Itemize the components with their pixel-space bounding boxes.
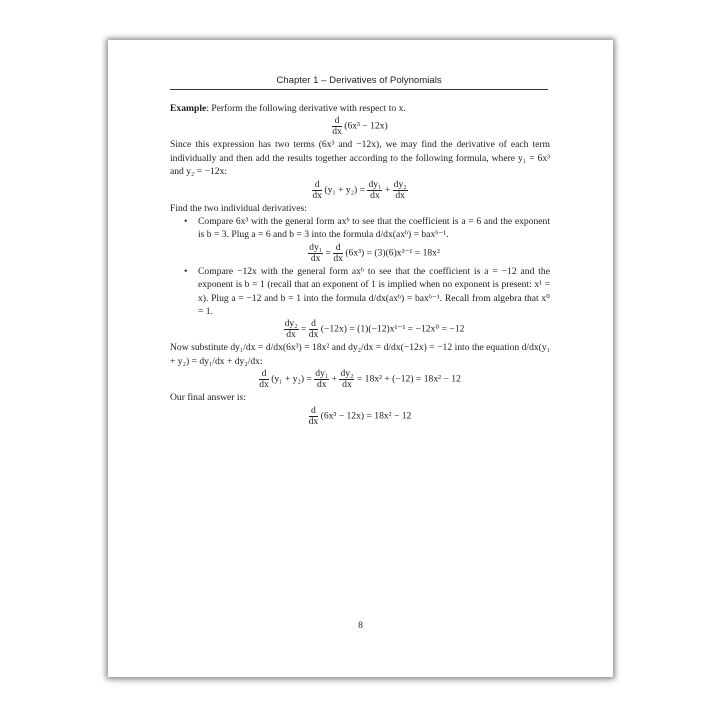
bullet-item-1: • Compare 6x³ with the general form axᵇ to see that the coefficient is a = 6 and the exponent is b = 3. Plug a = 6 and b = 3 into the formula d/dx(axᵇ) = baxᵇ⁻¹. $\frac{\text{dy₁}}{dx}$ = $\frac{d}{dx}$ (6x³) = (3)(6)x³⁻¹ = 18x² bbox=[198, 215, 550, 264]
equation-3: $\frac{\text{dy₁}}{dx}$ = $\frac{d}{dx}$ (6x³) = (3)(6)x³⁻¹ = 18x² bbox=[309, 241, 440, 264]
equation-2: $\frac{d}{dx}$ (y₁ + y₂) = $\frac{\text{dy₁}}{dx}$ + $\frac{\text{dy₂}}{dx}$ bbox=[312, 178, 407, 201]
dy1-dx-fraction: $\frac{\text{dy₁}}{dx}$ bbox=[368, 178, 382, 201]
page-number: 8 bbox=[358, 620, 363, 631]
d-dx-fraction: $\frac{d}{dx}$ bbox=[312, 178, 322, 201]
dy2-dx-fraction: $\frac{\text{dy₂}}{dx}$ bbox=[393, 178, 407, 201]
equation-4: $\frac{\text{dy₂}}{dx}$ = $\frac{d}{dx}$ (−12x) = (1)(−12)x¹⁻¹ = −12x⁰ = −12 bbox=[284, 318, 465, 341]
document-page bbox=[108, 40, 613, 677]
d-dx-fraction: $\frac{d}{dx}$ bbox=[332, 115, 342, 138]
example-intro bbox=[170, 102, 550, 115]
chapter-header: Chapter 1 – Derivatives of Polynomials bbox=[276, 75, 442, 86]
example-label: Example bbox=[170, 103, 207, 114]
bullet-item-2: • Compare −12x with the general form axᵇ to see that the coefficient is a = −12 and the exponent is b = 1 (recall that an exponent of 1 is implied when no exponent is present: x¹ = x). Plug a = −12 and b = 1 into the formula d/dx(axᵇ) = baxᵇ⁻¹. Recall from algebra that x⁰ = 1. $\frac{\text{dy₂}}{dx}$ = $\frac{d}{dx}$ (−12x) = (1)(−12)x¹⁻¹ = −12x⁰ = −12 bbox=[198, 265, 550, 341]
final-answer-label: Our final answer is: bbox=[170, 392, 246, 404]
example-text: : Perform the following derivative with respect to x. bbox=[206, 103, 406, 114]
find-text: Find the two individual derivatives: bbox=[170, 202, 307, 214]
equation-1: $\frac{d}{dx}$ (6x³ − 12x) bbox=[332, 115, 388, 138]
equation-5: $\frac{d}{dx}$ (y₁ + y₂) = $\frac{\text{dy₁}}{dx}$ + $\frac{\text{dy₂}}{dx}$ = 18x² + (−12) = 18x² − 12 bbox=[259, 368, 461, 391]
paragraph-2: Now substitute dy₁/dx = d/dx(6x³) = 18x² and dy₂/dx = d/dx(−12x) = −12 into the equation d/dx(y₁ + y₂) = dy₁/dx + dy₂/dx: bbox=[170, 342, 550, 367]
bullet-list bbox=[170, 215, 550, 340]
paragraph-1: Since this expression has two terms (6x³ and −12x), we may find the derivative of each term individually and then add the results together according to the following formula, where y₁ = 6x³ and y₂ = −12x: bbox=[170, 139, 550, 178]
page-content bbox=[170, 102, 550, 428]
equation-6: $\frac{d}{dx}$ (6x³ − 12x) = 18x² − 12 bbox=[308, 404, 412, 427]
header-rule bbox=[170, 89, 548, 90]
